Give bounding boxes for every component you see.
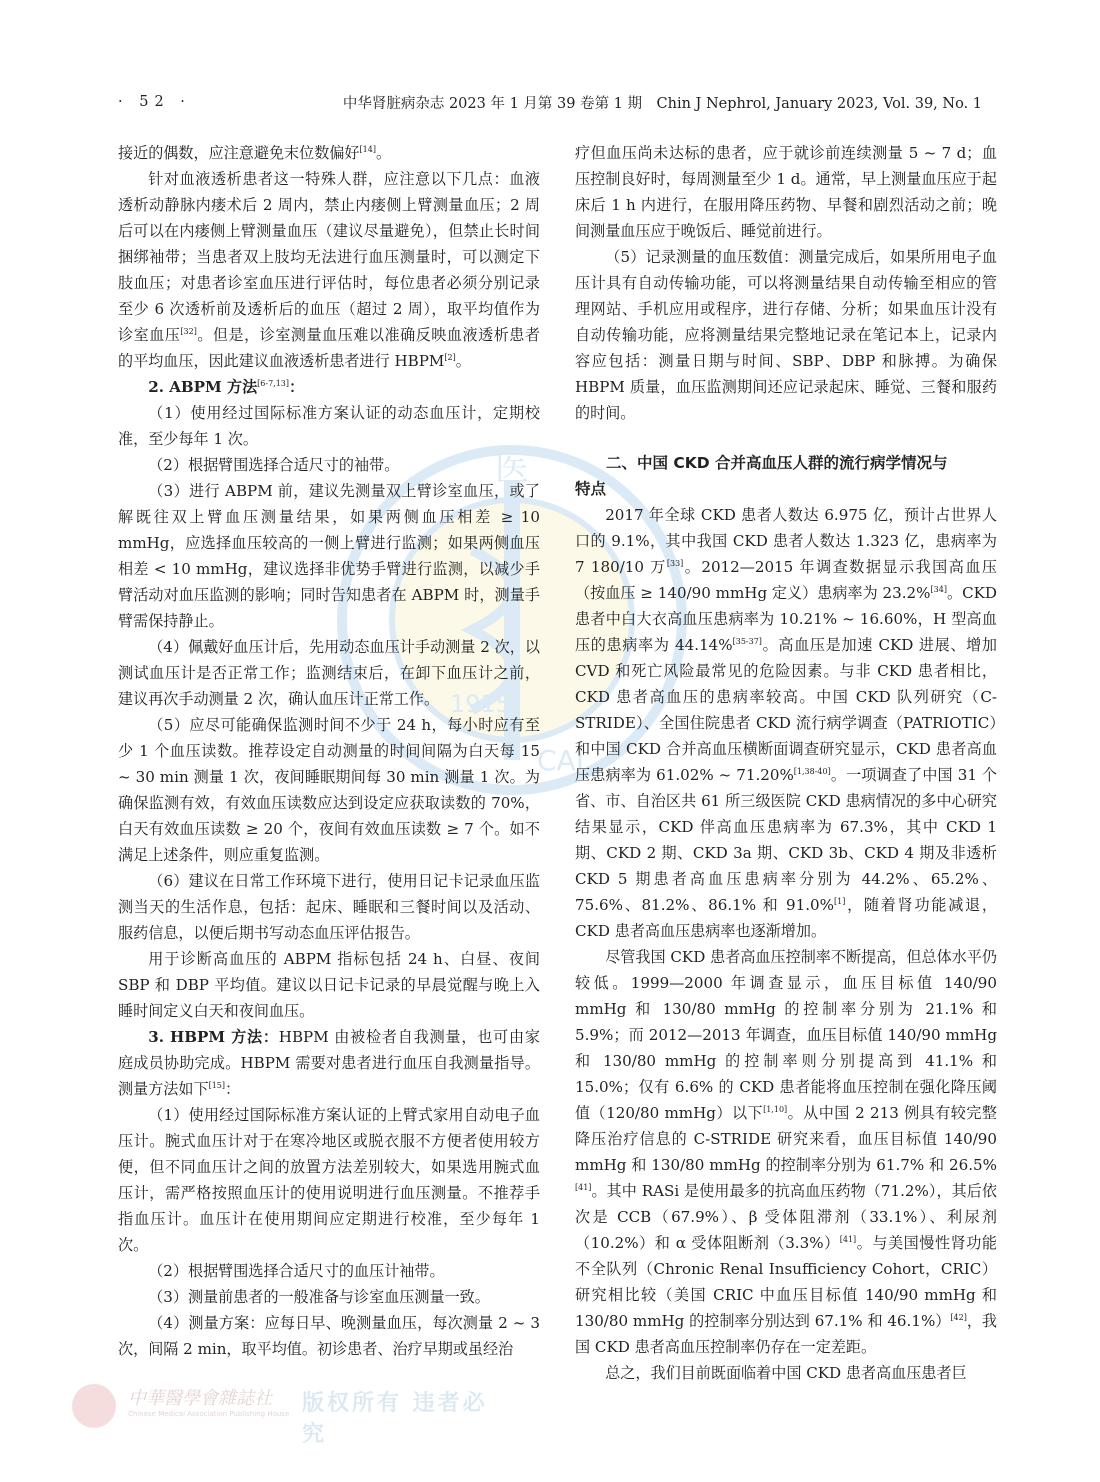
paragraph: 用于诊断高血压的 ABPM 指标包括 24 h、白昼、夜间 SBP 和 DBP 平均值。建议以日记卡记录的早晨觉醒与晚上入睡时间定义白天和夜间血压。 — [118, 950, 540, 1020]
running-header — [118, 88, 982, 116]
paragraph: （3）进行 ABPM 前，建议先测量双上臂诊室血压，或了解既往双上臂血压测量结果，如果两侧血压相差 ≥ 10 mmHg，应选择血压较高的一侧上臂进行监测；如果两侧血压相差 < 10 mmHg，建议选择非优势手臂进行监测，以减少手臂活动对血压监测的影响；同时告知患者在 ABPM 时，测量手臂需保持静止。 — [118, 482, 540, 630]
paragraph: （5）记录测量的血压数值：测量完成后，如果所用电子血压计具有自动传输功能，可以将测量结果自动传输至相应的管理网站、手机应用或程序，进行存储、分析；如果血压计没有自动传输功能，应将测量结果完整地记录在笔记本上，记录内容应包括：测量日期与时间、SBP、DBP 和脉搏。为确保 HBPM 质量，血压监测期间还应记录起床、睡觉、三餐和服药的时间。 — [575, 248, 997, 422]
paragraph: （5）应尽可能确保监测时间不少于 24 h，每小时应有至少 1 个血压读数。推荐设定自动测量的时间间隔为白天每 15 ~ 30 min 测量 1 次，夜间睡眠期间每 30 min 测量 1 次。为确保监测有效，有效血压读数应达到设定应获取读数的 70%，白天有效血压读数 ≥ 20 个，夜间有效血压读数 ≥ 7 个。如不满足上述条件，则应重复监测。 — [118, 716, 540, 864]
watermark-char: 医 — [495, 449, 529, 489]
paragraph: （2）根据臂围选择合适尺寸的袖带。 — [148, 456, 400, 474]
subheading-abpm: 2. ABPM 方法[6-7,13]： — [148, 378, 305, 396]
left-column — [118, 140, 540, 1362]
copyright-stamp: 版权所有 违者必究 — [302, 1391, 488, 1447]
paragraph: 2017 年全球 CKD 患者人数达 6.975 亿，预计占世界人口的 9.1%，其中我国 CKD 患者人数达 1.323 亿，患病率为 7 180/10 万[33]。2012—2015 年调查数据显示我国高血压（按血压 ≥ 140/90 mmHg 定义）患病率为 23.2%[34]。CKD 患者中白大衣高血压患病率为 10.21% ~ 16.60%，H 型高血压的患病率为 44.14%[35-37]。高血压是加速 CKD 进展、增加 CVD 和死亡风险最常见的危险因素。与非 CKD 患者相比，CKD 患者高血压的患病率较高。中国 CKD 队列研究（C-STRIDE）、全国住院患者 CKD 流行病学调查（PATRIOTIC）和中国 CKD 合并高血压横断面调查研究显示，CKD 患者高血压患病率为 61.02% ~ 71.20%[1,38-40]。一项调查了中国 31 个省、市、自治区共 61 所三级医院 CKD 患病情况的多中心研究结果显示，CKD 伴高血压患病率为 67.3%，其中 CKD 1 期、CKD 2 期、CKD 3a 期、CKD 3b、CKD 4 期及非透析 CKD 5 期患者高血压患病率分别为 44.2%、65.2%、75.6%、81.2%、86.1% 和 91.0%[1]，随着肾功能减退，CKD 患者高血压患病率也逐渐增加。 — [575, 506, 997, 940]
watermark-year: 1915 — [450, 690, 512, 718]
paragraph: （6）建议在日常工作环境下进行，使用日记卡记录血压监测当天的生活作息，包括：起床、睡眠和三餐时间以及活动、服药信息，以便后期书写动态血压评估报告。 — [118, 872, 540, 942]
paragraph: （4）佩戴好血压计后，先用动态血压计手动测量 2 次，以测试血压计是否正常工作；监测结束后，在卸下血压计之前，建议再次手动测量 2 次，确认血压计正常工作。 — [118, 638, 540, 708]
watermark-text: CAL — [537, 744, 592, 777]
paragraph: 总之，我们目前既面临着中国 CKD 患者高血压患者巨 — [605, 1364, 967, 1382]
paragraph: 针对血液透析患者这一特殊人群，应注意以下几点：血液透析动静脉内瘘术后 2 周内，禁止内瘘侧上臂测量血压；2 周后可以在内瘘侧上臂测量血压（建议尽量避免），但禁止长时间捆绑袖带；当患者双上肢均无法进行血压测量时，可以测定下肢血压；对患者诊室血压进行评估时，每位患者必须分别记录至少 6 次透析前及透析后的血压（超过 2 周），取平均值作为诊室血压[32]。但是，诊室测量血压难以准确反映血液透析患者的平均血压，因此建议血液透析患者进行 HBPM[2]。 — [118, 170, 540, 370]
paragraph: 疗但血压尚未达标的患者，应于就诊前连续测量 5 ~ 7 d；血压控制良好时，每周测量至少 1 d。通常，早上测量血压应于起床后 1 h 内进行，在服用降压药物、早餐和剧烈活动之前；晚间测量血压应于晚饭后、睡觉前进行。 — [575, 144, 997, 240]
page-number: · 52 · — [118, 94, 191, 110]
journal-citation: 中华肾脏病杂志 2023 年 1 月第 39 卷第 1 期 Chin J Nephrol, January 2023, Vol. 39, No. 1 — [342, 95, 982, 112]
paragraph: （2）根据臂围选择合适尺寸的血压计袖带。 — [148, 1262, 445, 1280]
paragraph: （1）使用经过国际标准方案认证的动态血压计，定期校准，至少每年 1 次。 — [118, 404, 540, 448]
section-heading: 二、中国 CKD 合并高血压人群的流行病学情况与 — [606, 454, 948, 472]
paragraph: （4）测量方案：应每日早、晚测量血压，每次测量 2 ~ 3 次，间隔 2 min，取平均值。初诊患者、治疗早期或虽经治 — [118, 1314, 540, 1358]
publisher-seal-icon — [72, 1384, 116, 1428]
section-heading-cont: 特点 — [575, 480, 607, 498]
publisher-english: Chinese Medical Association Publishing House — [128, 1410, 290, 1418]
subheading-hbpm: 3. HBPM 方法：HBPM 由被检者自我测量，也可由家庭成员协助完成。HBPM 需要对患者进行血压自我测量指导。测量方法如下[15]： — [118, 1028, 541, 1098]
paragraph: 接近的偶数，应注意避免末位数偏好[14]。 — [118, 144, 392, 162]
right-column — [575, 140, 997, 1386]
paragraph: 尽管我国 CKD 患者高血压控制率不断提高，但总体水平仍较低。1999—2000 年调查显示，血压目标值 140/90 mmHg 和 130/80 mmHg 的控制率分别为 21.1% 和 5.9%；而 2012—2013 年调查，血压目标值 140/90 mmHg 和 130/80 mmHg 的控制率则分别提高到 41.1% 和 15.0%；仅有 6.6% 的 CKD 患者能将血压控制在强化降压阈值（120/80 mmHg）以下[1,10]。从中国 2 213 例具有较完整降压治疗信息的 C-STRIDE 研究来看，血压目标值 140/90 mmHg 和 130/80 mmHg 的控制率分别为 61.7% 和 26.5%[41]。其中 RASi 是使用最多的抗高血压药物（71.2%），其后依次是 CCB（67.9%）、β 受体阻滞剂（33.1%）、利尿剂（10.2%）和 α 受体阻断剂（3.3%）[41]。与美国慢性肾功能不全队列（Chronic Renal Insufficiency Cohort，CRIC）研究相比较（美国 CRIC 中血压目标值 140/90 mmHg 和 130/80 mmHg 的控制率分别达到 67.1% 和 46.1%）[42]，我国 CKD 患者高血压控制率仍存在一定差距。 — [575, 948, 998, 1356]
paragraph: （1）使用经过国际标准方案认证的上臂式家用自动电子血压计。腕式血压计对于在寒冷地区或脱衣服不方便者使用较方便，但不同血压计之间的放置方法差别较大，如果选用腕式血压计，需严格按照血压计的使用说明进行血压测量。不推荐手指血压计。血压计在使用期间应定期进行校准，至少每年 1 次。 — [118, 1106, 540, 1254]
publisher-name: 中華醫學會雜誌社 — [128, 1388, 272, 1409]
publisher-watermark — [72, 1380, 492, 1447]
paragraph: （3）测量前患者的一般准备与诊室血压测量一致。 — [148, 1288, 490, 1306]
